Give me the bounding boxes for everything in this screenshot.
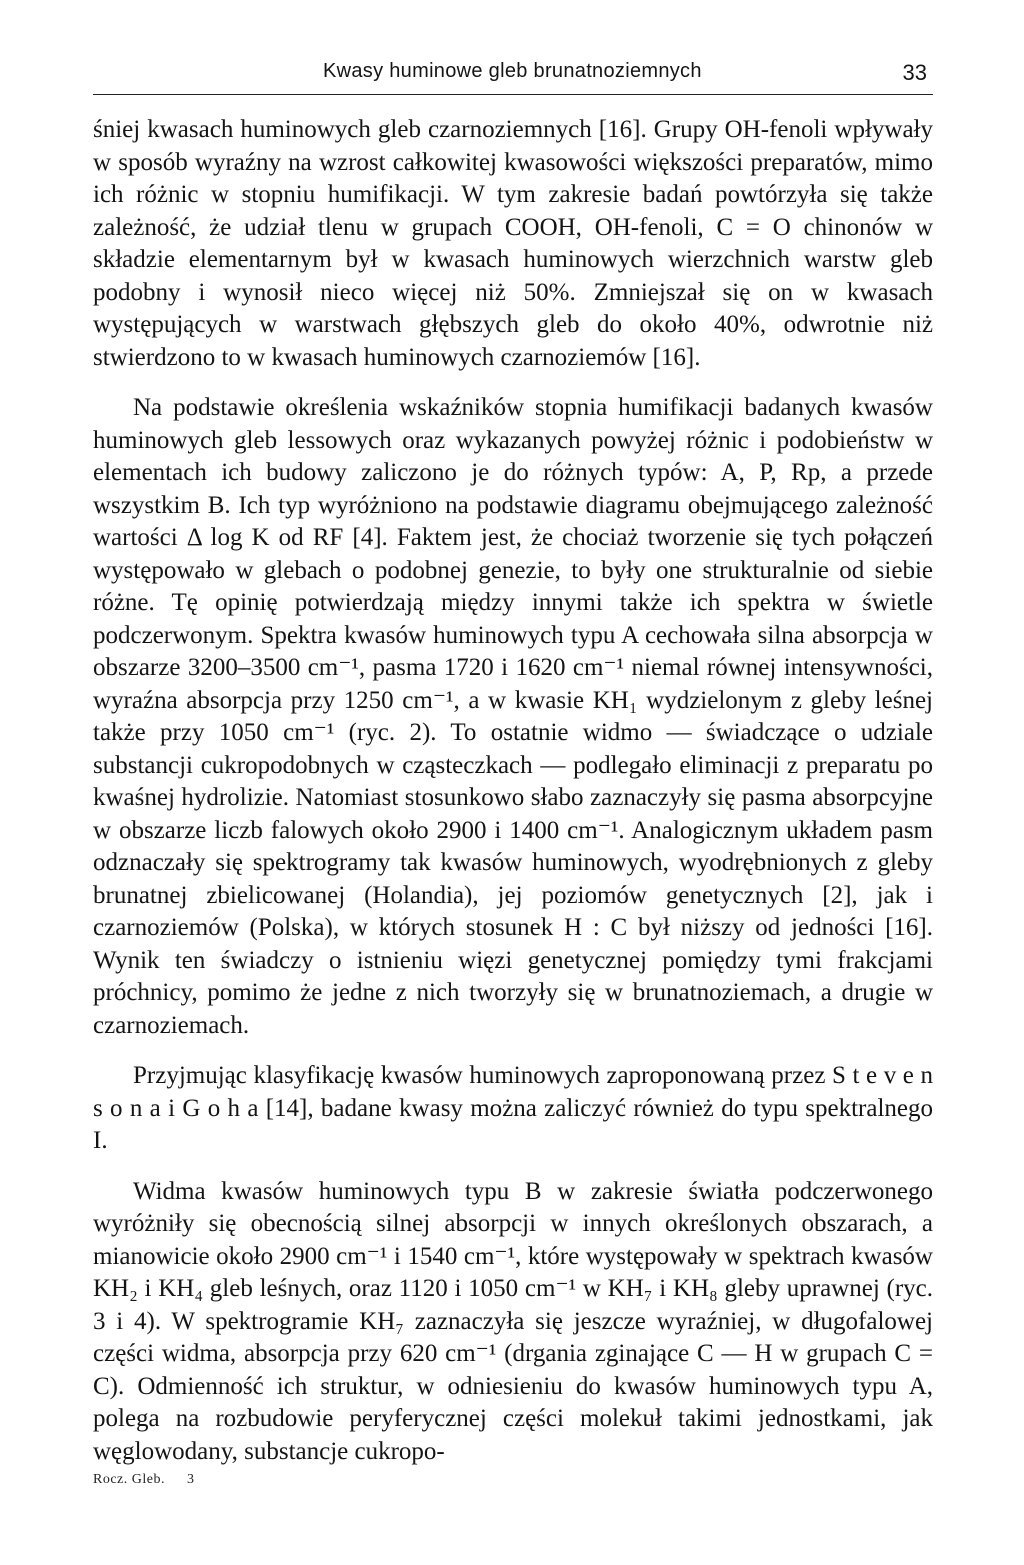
paragraph-2: Na podstawie określenia wskaźników stopnia humifikacji badanych kwasów huminowych gleb lessowych oraz wykazanych powyżej różnic i podobieństw w elementach ich budowy zaliczono je do różnych typów: A, P, Rp, a przede wszystkim B. Ich typ wyróżniono na podstawie diagramu obejmującego zależność wartości Δ log K od RF [4]. Faktem jest, że chociaż tworzenie się tych połączeń występowało w glebach o podobnej genezie, to były one strukturalnie od siebie różne. Tę opinię potwierdzają między innymi także ich spektra w świetle podczerwonym. Spektra kwasów huminowych typu A cechowała silna absorpcja w obszarze 3200–3500 cm⁻¹, pasma 1720 i 1620 cm⁻¹ niemal równej intensywności, wyraźna absorpcja przy 1250 cm⁻¹, a w kwasie KH₁ wydzielonym z gleby leśnej także przy 1050 cm⁻¹ (ryc. 2). To ostatnie widmo — świadczące o udziale substancji cukropodobnych w cząsteczkach — podlegało eliminacji z preparatu po kwaśnej hydrolizie. Natomiast stosunkowo słabo zaznaczyły się pasma absorpcyjne w obszarze liczb falowych około 2900 i 1400 cm⁻¹. Analogicznym układem pasm odznaczały się spektrogramy tak kwasów huminowych, wyodrębnionych z gleby brunatnej zbielicowanej (Holandia), jej poziomów genetycznych [2], jak i czarnoziemów (Polska), w których stosunek H : C był niższy od jedności [16]. Wynik ten świadczy o istnieniu więzi genetycznej pomiędzy tymi frakcjami próchnicy, pomimo że jedne z nich tworzyły się w brunatnoziemach, a drugie w czarnoziemach. xyxy=(93,394,933,1039)
body-text xyxy=(93,114,933,1482)
paragraph-1: śniej kwasach huminowych gleb czarnoziemnych [16]. Grupy OH-fenoli wpływały w sposób wyraźny na wzrost całkowitej kwasowości większości preparatów, mimo ich różnic w stopniu humifikacji. W tym zakresie badań powtórzyła się także zależność, że udział tlenu w grupach COOH, OH-fenoli, C = O chinonów w składzie elementarnym był w kwasach huminowych wierzchnich warstw gleb podobny i wynosił nieco więcej niż 50%. Zmniejszał się on w kwasach występujących w warstwach głębszych gleb do około 40%, odwrotnie niż stwierdzono to w kwasach huminowych czarnoziemów [16]. xyxy=(93,116,933,371)
running-title: Kwasy huminowe gleb brunatnoziemnych xyxy=(323,60,702,82)
footer-mark: 3 xyxy=(186,1472,195,1487)
page-number: 33 xyxy=(902,60,927,85)
paragraph-4: Widma kwasów huminowych typu B w zakresie światła podczerwonego wyróżniły się obecnością silnej absorpcji w innych określonych obszarach, a mianowicie około 2900 cm⁻¹ i 1540 cm⁻¹, które występowały w spektrach kwasów KH₂ i KH₄ gleb leśnych, oraz 1120 i 1050 cm⁻¹ w KH₇ i KH₈ gleby uprawnej (ryc. 3 i 4). W spektrogramie KH₇ zaznaczyła się jeszcze wyraźniej, w długofalowej części widma, absorpcja przy 620 cm⁻¹ (drgania zginające C — H w grupach C = C). Odmienność ich struktur, w odniesieniu do kwasów huminowych typu A, polega na rozbudowie peryferycznej części molekuł takimi jednostkami, jak węglowodany, substancje cukropo- xyxy=(93,1177,933,1465)
page-footer xyxy=(93,1472,212,1488)
running-header xyxy=(93,58,933,95)
footer-journal: Rocz. Gleb. xyxy=(93,1472,165,1487)
paragraph-3: Przyjmując klasyfikację kwasów huminowych zaproponowaną przez S t e v e n s o n a i G o h a [14], badane kwasy można zaliczyć również do typu spektralnego I. xyxy=(93,1062,933,1154)
